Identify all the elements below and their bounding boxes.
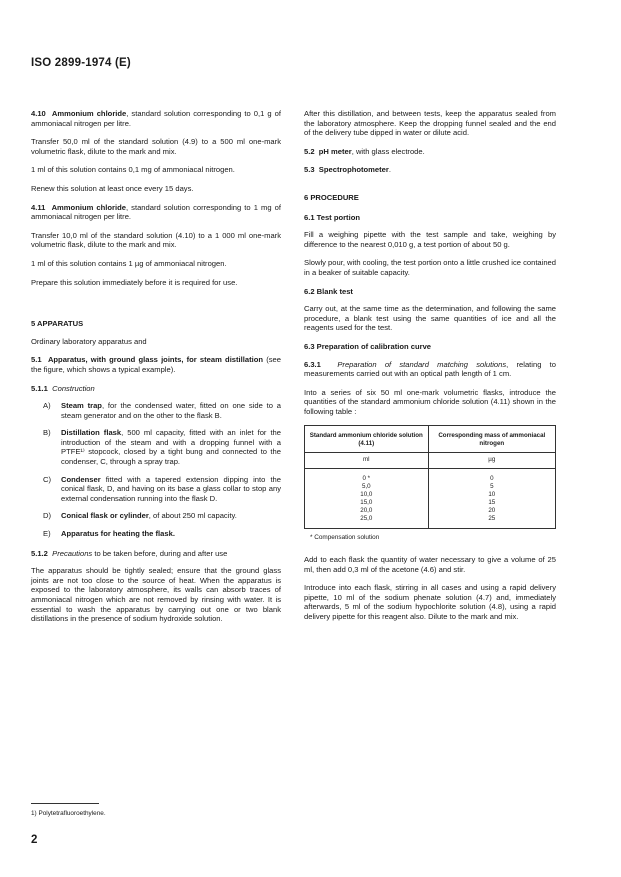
section-5-heading: 5 APPARATUS [31,319,84,329]
clause-4-10-text: Transfer 50,0 ml of the standard solution (4.9) to a 500 ml one-mark volumetric flask, dilute to the mark and mix. [31,137,281,156]
clause-6-2-text: Carry out, at the same time as the determination, and following the same procedure, a blank test using the same quantities of ice and all the reagents used for the test. [304,304,556,333]
add-water-text: Add to each flask the quantity of water necessary to give a volume of 25 ml, then add 0,3 ml of the acetone (4.6) and stir. [304,555,556,574]
footnote: 1) Polytetrafluoroethylene. [31,810,106,817]
clause-6-1-pour: Slowly pour, with cooling, the test portion onto a little crushed ice contained in a beaker of suitable capacity. [304,258,557,277]
table-cell-volume: 15,0 [305,499,429,507]
precautions-continued: After this distillation, and between tests, keep the apparatus sealed from the laboratory atmosphere. Keep the dropping funnel sealed and the end of the delivery tube dipped in water or dilute acid. [304,109,556,138]
section-5-intro: Ordinary laboratory apparatus and [31,336,147,346]
table-row [305,469,556,484]
footnote-rule [31,803,99,804]
clause-4-11-text: Transfer 10,0 ml of the standard solution (4.10) to a 1 000 ml one-mark volumetric flask, dilute to the mark and mix. [31,230,281,250]
apparatus-item-c: C) Condenser fitted with a tapered extension dipping into the conical flask, D, and having on its base a glass collar to stop any external condensation running into the flask D. [43,474,281,503]
clause-6-3-1-text: Into a series of six 50 ml one-mark volumetric flasks, introduce the quantities of the standard ammonium chloride solution (4.11) shown in the following table : [304,387,556,416]
table-cell-mass: 0 [490,475,494,483]
page-number: 2 [31,834,38,846]
table-row [305,499,556,507]
clause-4-11-usage: Prepare this solution immediately before it is required for use. [31,277,238,287]
clause-4-11-concentration: 1 ml of this solution contains 1 µg of ammoniacal nitrogen. [31,258,227,268]
clause-4-11-heading: 4.11 Ammonium chloride, standard solution corresponding to 1 mg of ammoniacal nitrogen per litre. [31,202,281,222]
table-cell-volume: 25,0 [305,515,429,529]
section-6-heading: 6 PROCEDURE [304,192,359,202]
table-cell-volume: 10,0 [305,491,429,499]
calibration-table [304,425,556,529]
table-unit-ml: ml [305,453,429,469]
clause-5-1-2-text: The apparatus should be tightly sealed; ensure that the ground glass joints are not too close to the source of heat. When the apparatus is exposed to the laboratory atmosphere, its walls can absorb traces of ammoniacal nitrogen which are not removed by rinsing with water. It is essential to wash the apparatus by carrying out one or two blank distillations in the presence of sodium hydroxide solution. [31,566,281,624]
clause-4-10-concentration: 1 ml of this solution contains 0,1 mg of ammoniacal nitrogen. [31,165,235,175]
table-cell-volume: 20,0 [305,507,429,515]
table-row [305,491,556,499]
apparatus-item-a: A) Steam trap, for the condensed water, fitted on one side to a steam generator and on the other to the flask B. [43,401,282,420]
clause-5-2: 5.2 pH meter, with glass electrode. [304,146,425,156]
clause-6-3-heading: 6.3 Preparation of calibration curve [304,341,432,351]
table-cell-volume: 0 * [305,469,429,484]
table-unit-ug: µg [428,453,555,469]
table-cell-mass: 25 [428,515,555,529]
table-header-solution: Standard ammonium chloride solution (4.11) [305,426,429,453]
table-cell-mass: 10 [488,491,496,499]
table-cell-mass: 15 [488,499,496,507]
apparatus-item-b: B) Distillation flask, 500 ml capacity, fitted with an inlet for the introduction of the steam and with a dropping funnel with a PTFE¹⁾ stopcock, closed by a tight bung and connected to the condenser, C, through a spray trap. [43,428,282,467]
table-footnote: * Compensation solution [310,534,380,542]
table-cell-mass: 5 [490,483,494,491]
table-header-mass: Corresponding mass of ammoniacal nitrogen [428,426,555,453]
clause-4-10-renewal: Renew this solution at least once every 15 days. [31,183,194,193]
clause-5-3: 5.3 Spectrophotometer. [304,165,391,175]
clause-6-3-1: 6.3.1 Preparation of standard matching solutions, relating to measurements carried out with an optical path length of 1 cm. [304,359,556,379]
table-row [305,483,556,491]
apparatus-item-e: E) Apparatus for heating the flask. [43,529,175,539]
table-cell-volume: 5,0 [305,483,429,491]
clause-6-1-heading: 6.1 Test portion [304,212,360,222]
left-column [31,109,281,633]
clause-4-10-heading: 4.10 Ammonium chloride, standard solution corresponding to 0,1 g of ammoniacal nitrogen per litre. [31,109,281,128]
introduce-reagents-text: Introduce into each flask, stirring in all cases and using a rapid delivery pipette, 10 ml of the sodium phenate solution (4.7) and, immediately afterwards, 5 ml of the sodium hypochlorite solution (4.8), using a rapid delivery pipette for this reagent also. Dilute to the mark and mix. [304,583,556,622]
table-row [305,507,556,515]
right-column [304,109,556,631]
clause-5-1-2-heading: 5.1.2 Precautions to be taken before, during and after use [31,548,228,558]
document-header: ISO 2899-1974 (E) [31,57,131,69]
clause-5-1-heading: 5.1 Apparatus, with ground glass joints, for steam distillation (see the figure, which shows a typical example). [31,355,281,374]
clause-6-2-heading: 6.2 Blank test [304,286,353,296]
table-row [305,515,556,529]
clause-6-1-text: Fill a weighing pipette with the test sample and take, weighing by difference to the nearest 0,010 g, a test portion of about 50 g. [304,230,556,249]
table-cell-mass: 20 [488,507,496,515]
clause-5-1-1-heading: 5.1.1 Construction [31,383,95,393]
apparatus-item-d: D) Conical flask or cylinder, of about 250 ml capacity. [43,511,237,521]
